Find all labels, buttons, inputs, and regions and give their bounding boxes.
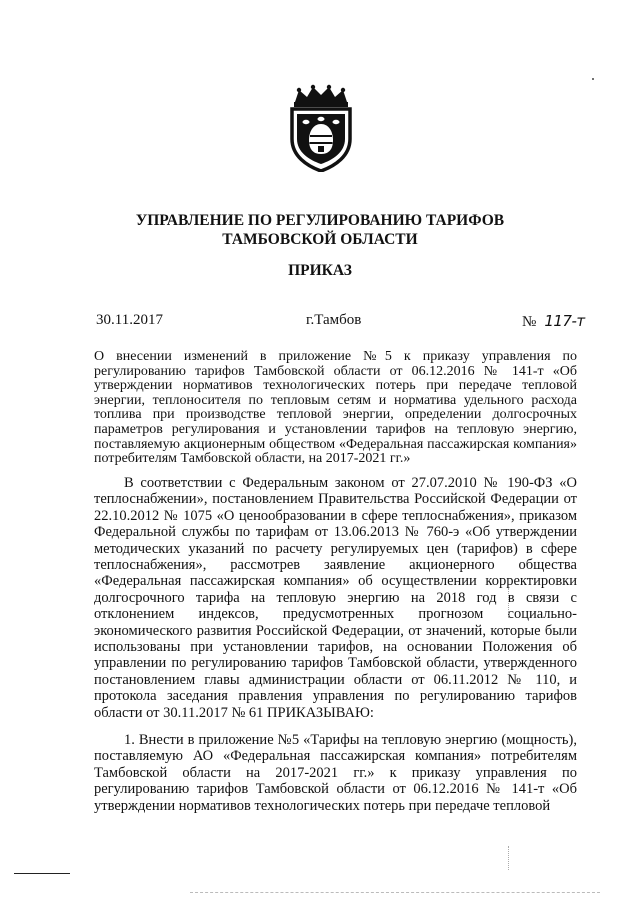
scan-fold-mark: [508, 588, 509, 618]
order-subject: О внесении изменений в приложение №5 к приказу управления по регулированию тарифов Тамбовской области от 06.12.2016 № 141-т «Об утверждении нормативов технологических потерь при передаче тепловой энергии, теплоносителя по тепловым сетям и норматива удельного расхода топлива при производстве тепловой энергии, определении долгосрочных параметров регулирования и установлении тарифов на тепловую энергию, поставляемую акционерным обществом «Федеральная пассажирская компания» потребителям Тамбовской области, на 2017-2021 гг.»: [94, 349, 577, 467]
scan-fold-line: [190, 892, 600, 893]
scan-fold-mark: [508, 846, 509, 870]
order-number-label: №: [522, 314, 537, 330]
document-type-title: ПРИКАЗ: [288, 262, 352, 279]
order-item-1: 1. Внести в приложение №5 «Тарифы на тепловую энергию (мощность), поставляемую АО «Федеральная пассажирская компания» потребителям Тамбовской области на 2017-2021 гг.» к приказу управления по регулированию тарифов Тамбовской области от 06.12.2016 № 141-т «Об утверждении нормативов технологических потерь при передаче тепловой: [94, 732, 577, 814]
order-date: 30.11.2017: [96, 312, 163, 328]
order-city: г.Тамбов: [306, 312, 362, 328]
order-number: [522, 312, 585, 331]
order-number-handwritten: 117-т: [544, 312, 585, 330]
agency-name-line1: УПРАВЛЕНИЕ ПО РЕГУЛИРОВАНИЮ ТАРИФОВ: [135, 212, 505, 229]
tambov-region-coat-of-arms-icon: [283, 84, 359, 172]
agency-name-line2: ТАМБОВСКОЙ ОБЛАСТИ: [222, 231, 418, 248]
scan-speck: [592, 78, 594, 80]
preamble-paragraph: В соответствии с Федеральным законом от 27.07.2010 № 190-ФЗ «О теплоснабжении», постановлением Правительства Российской Федерации от 22.10.2012 № 1075 «О ценообразовании в сфере теплоснабжения», приказом Федеральной службы по тарифам от 13.06.2013 № 760-э «Об утверждении методических указаний по расчету регулируемых цен (тарифов) в сфере теплоснабжения», рассмотрев заявление акционерного общества «Федеральная пассажирская компания» об осуществлении корректировки долгосрочного тарифа на тепловую энергию на 2018 год в связи с отклонением индексов, предусмотренных прогнозом социально-экономического развития Российской Федерации, от значений, которые были использованы при установлении тарифов, на основании Положения об управлении по регулированию тарифов Тамбовской области, утвержденного постановлением главы администрации области от 06.11.2012 № 110, и протокола заседания правления управления по регулированию тарифов области от 30.11.2017 № 61 ПРИКАЗЫВАЮ:: [94, 475, 577, 721]
footnote-separator: [14, 873, 70, 874]
